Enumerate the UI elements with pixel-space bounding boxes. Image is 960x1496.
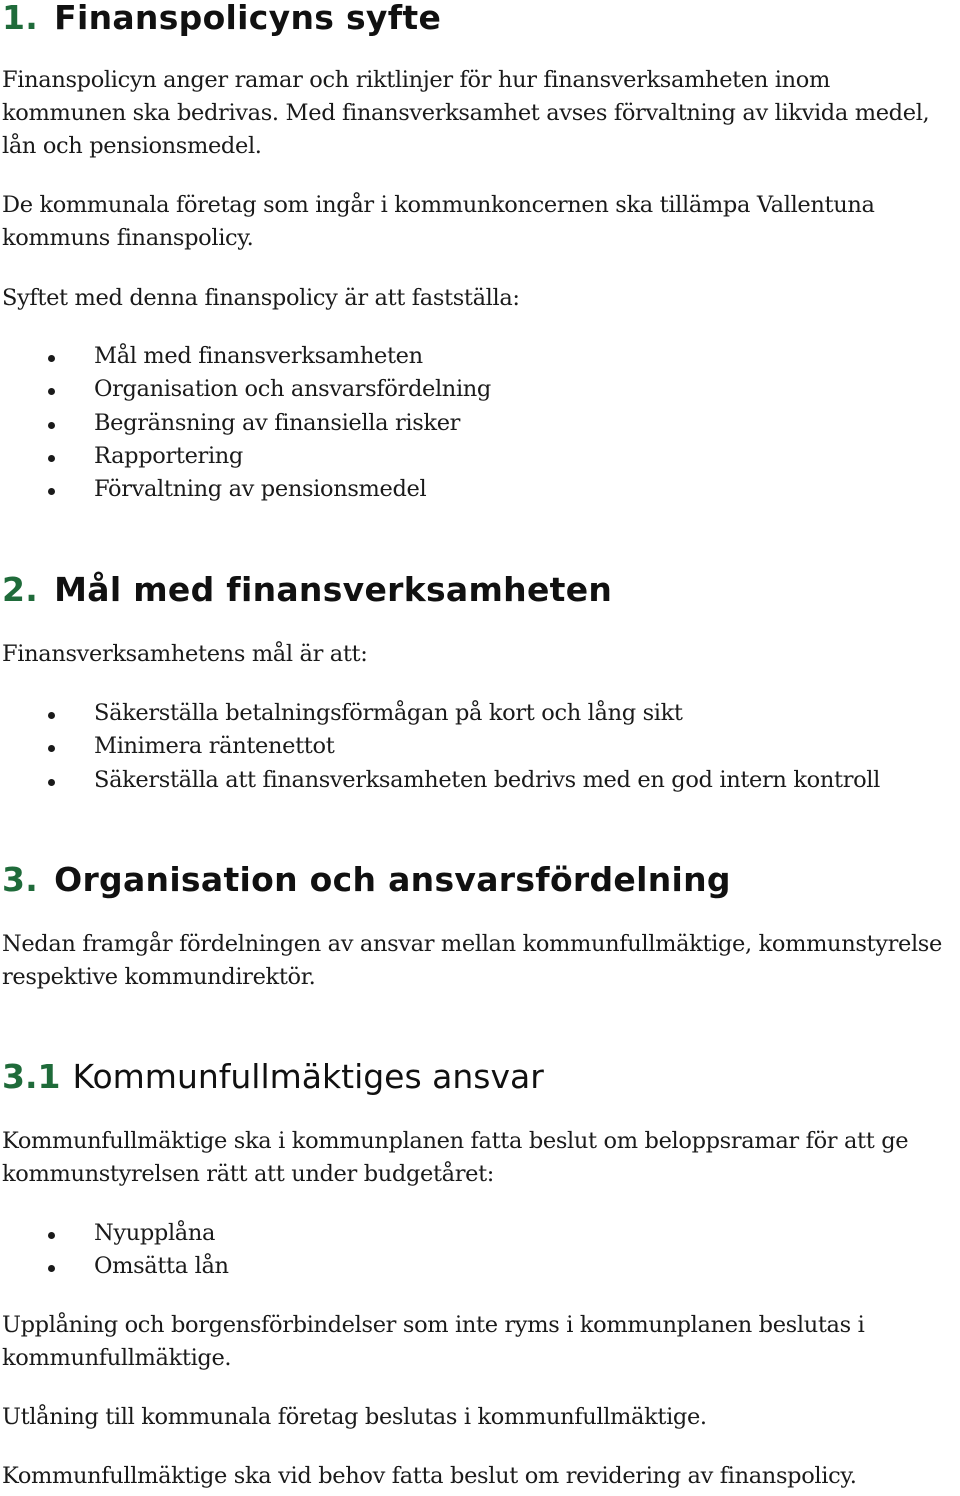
list-item-text: Omsätta lån (94, 1253, 229, 1280)
paragraph-line: Nedan framgår fördelningen av ansvar mellan kommunfullmäktige, kommunstyrelse (2, 931, 942, 957)
list-item (0, 440, 491, 473)
paragraph-line: kommunen ska bedrivas. Med finansverksamhet avses förvaltning av likvida medel, (2, 100, 930, 126)
section-3-1-paragraph-4: Kommunfullmäktige ska vid behov fatta beslut om revidering av finanspolicy. (2, 1463, 857, 1489)
list-item-text: Mål med finansverksamheten (94, 343, 423, 369)
list-item-text: Säkerställa att finansverksamheten bedrivs med en god intern kontroll (94, 766, 880, 793)
list-item-text: Förvaltning av pensionsmedel (94, 476, 427, 503)
section-1-number: 1. (2, 0, 39, 37)
section-3-heading (2, 862, 731, 898)
list-item-text: Rapportering (94, 442, 243, 469)
list-item (0, 407, 491, 440)
section-3-1-title: Kommunfullmäktiges ansvar (72, 1057, 544, 1096)
bullet-icon (48, 388, 55, 395)
list-item (0, 1217, 229, 1250)
paragraph-line: lån och pensionsmedel. (2, 133, 262, 159)
paragraph-line: kommunfullmäktige. (2, 1345, 232, 1371)
section-2-heading (2, 572, 612, 608)
bullet-icon (48, 1265, 55, 1272)
section-1-title: Finanspolicyns syfte (54, 0, 442, 37)
paragraph-line: kommunstyrelsen rätt att under budgetåret: (2, 1161, 495, 1187)
list-item-text: Begränsning av finansiella risker (94, 409, 461, 436)
list-item-text: Minimera räntenettot (94, 733, 335, 760)
section-1-bullet-list (0, 340, 491, 506)
bullet-icon (48, 745, 55, 752)
section-1-heading (2, 0, 441, 36)
paragraph-line: Upplåning och borgensförbindelser som inte ryms i kommunplanen beslutas i (2, 1312, 865, 1338)
section-2-bullet-list (0, 697, 880, 797)
section-2-intro: Finansverksamhetens mål är att: (2, 641, 368, 667)
section-2-number: 2. (2, 570, 39, 609)
list-item (0, 730, 880, 763)
section-1-paragraph-2 (2, 189, 960, 255)
section-1-paragraph-1 (2, 64, 960, 163)
section-3-1-number: 3.1 (2, 1057, 61, 1096)
bullet-icon (48, 355, 55, 362)
section-3-1-bullet-list (0, 1217, 229, 1284)
paragraph-line: Finanspolicyn anger ramar och riktlinjer för hur finansverksamheten inom (2, 67, 830, 93)
bullet-icon (48, 488, 55, 495)
bullet-icon (48, 455, 55, 462)
section-1-paragraph-3: Syftet med denna finanspolicy är att fastställa: (2, 285, 520, 311)
bullet-icon (48, 712, 55, 719)
list-item-text: Organisation och ansvarsfördelning (94, 376, 491, 403)
section-3-1-heading (2, 1059, 544, 1095)
bullet-icon (48, 1232, 55, 1239)
section-3-number: 3. (2, 860, 39, 899)
paragraph-line: respektive kommundirektör. (2, 964, 316, 990)
list-item-text: Nyupplåna (94, 1220, 216, 1246)
list-item (0, 764, 880, 797)
bullet-icon (48, 422, 55, 429)
section-3-title: Organisation och ansvarsfördelning (54, 860, 731, 899)
paragraph-line: kommuns finanspolicy. (2, 225, 254, 251)
list-item (0, 373, 491, 406)
list-item (0, 1250, 229, 1283)
section-3-1-paragraph-1 (2, 1125, 960, 1191)
section-3-1-paragraph-2 (2, 1309, 960, 1375)
list-item (0, 340, 491, 373)
section-3-paragraph (2, 928, 960, 994)
paragraph-line: De kommunala företag som ingår i kommunkoncernen ska tillämpa Vallentuna (2, 192, 875, 218)
bullet-icon (48, 779, 55, 786)
section-3-1-paragraph-3: Utlåning till kommunala företag beslutas i kommunfullmäktige. (2, 1404, 707, 1430)
section-2-title: Mål med finansverksamheten (54, 570, 613, 609)
list-item-text: Säkerställa betalningsförmågan på kort och lång sikt (94, 700, 683, 726)
paragraph-line: Kommunfullmäktige ska i kommunplanen fatta beslut om beloppsramar för att ge (2, 1128, 909, 1154)
list-item (0, 473, 491, 506)
list-item (0, 697, 880, 730)
